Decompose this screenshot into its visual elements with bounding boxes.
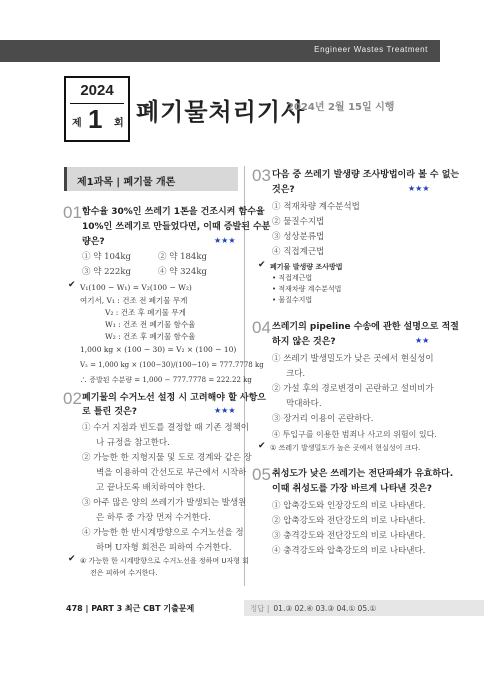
- answer-list: 01.③ 02.④ 03.③ 04.① 05.①: [273, 604, 377, 613]
- solution-line: W₁ : 건조 전 폐기물 함수율: [105, 320, 196, 329]
- option: ③ 충격강도와 전단강도의 비로 나타낸다.: [272, 531, 426, 541]
- series-banner: [0, 40, 440, 62]
- question-text: 하지 않은 것은?: [272, 337, 336, 347]
- solution-line: W₂ : 건조 후 폐기물 함수율: [105, 332, 196, 341]
- option: ② 압축강도와 전단강도의 비로 나타낸다.: [272, 516, 426, 526]
- question-number: 03: [252, 166, 271, 185]
- difficulty-stars: ★★★: [214, 406, 236, 415]
- option: ③ 성상분류법: [272, 232, 325, 242]
- question-text: 다음 중 쓰레기 발생량 조사방법이라 볼 수 없는: [272, 170, 460, 180]
- difficulty-stars: ★★: [415, 336, 430, 345]
- option: 은 하루 중 가장 먼저 수거한다.: [96, 513, 211, 523]
- round-prefix: 제: [72, 118, 82, 129]
- section-title-bar: [64, 167, 238, 191]
- question-number: 01: [63, 203, 82, 222]
- exam-date: 2024년 2월 15일 시행: [287, 102, 395, 113]
- option: 고 끝나도록 배치하여야 한다.: [96, 483, 206, 493]
- page-footer: [66, 603, 194, 614]
- solution-line: • 물질수지법: [272, 296, 313, 304]
- solution-line: V₁(100 − W₁) = V₂(100 − W₂): [80, 283, 192, 292]
- solution-line: 여기서, V₁ : 건조 전 폐기물 무게: [80, 296, 188, 305]
- difficulty-stars: ★★★: [214, 236, 236, 245]
- option: ④ 가능한 한 반시계방향으로 수거노선을 정: [82, 528, 244, 538]
- check-icon: ✔: [68, 554, 76, 564]
- option: ② 가능한 한 지형지물 및 도로 경계와 같은 장: [82, 453, 252, 463]
- question-text: 로 틀린 것은?: [82, 407, 137, 417]
- question-text: 이때 취성도를 가장 바르게 나타낸 것은?: [272, 484, 432, 494]
- answer-label: 정답 |: [250, 604, 270, 613]
- solution-line: ④ 가능한 한 시계방향으로 수거노선을 정하며 U자형 회: [80, 557, 249, 565]
- option: ① 쓰레기 발생밀도가 낮은 곳에서 현실성이: [272, 354, 434, 364]
- solution-line: ① 쓰레기 발생밀도가 높은 곳에서 현실성이 크다.: [270, 444, 421, 452]
- option: ① 적재차량 계수분석법: [272, 202, 360, 212]
- page-number: 478: [66, 604, 83, 613]
- option: ② 가설 후의 경로변경이 곤란하고 설비비가: [272, 384, 434, 394]
- section-title: 제1과목 | 폐기물 개론: [77, 177, 176, 188]
- option: ① 수거 지점과 빈도를 결정할 때 기존 정책이: [82, 423, 250, 433]
- solution-line: • 적재차량 계수분석법: [272, 285, 342, 293]
- option: ④ 약 324kg: [158, 267, 207, 277]
- option: 나 규정을 참고한다.: [96, 438, 170, 448]
- option: ③ 약 222kg: [82, 267, 131, 277]
- option: ③ 장거리 이용이 곤란하다.: [272, 414, 374, 424]
- option: ② 물질수지법: [272, 217, 325, 227]
- question-text: 량은?: [82, 237, 105, 247]
- exam-year: 2024: [80, 82, 114, 99]
- solution-line: • 직접계근법: [272, 274, 313, 282]
- round-number: 1: [88, 104, 103, 134]
- solution-line: 1,000 kg × (100 − 30) = V₂ × (100 − 10): [80, 345, 237, 354]
- check-icon: ✔: [68, 280, 76, 290]
- option: 막대하다.: [286, 399, 322, 409]
- option: 크다.: [286, 369, 306, 379]
- question-number: 05: [252, 465, 271, 484]
- question-text: 쓰레기의 pipeline 수송에 관한 설명으로 적절: [272, 322, 459, 332]
- option: ② 약 184kg: [158, 252, 207, 262]
- option: ① 약 104kg: [82, 252, 131, 262]
- option: 벽을 이용하여 간선도로 부근에서 시작하: [96, 468, 247, 478]
- option: ④ 직접계근법: [272, 247, 325, 257]
- solution-line: ∴ 증발된 수분량 = 1,000 − 777.7778 = 222.22 kg: [80, 376, 252, 384]
- question-text: 폐기물의 수거노선 설정 시 고려해야 할 사항으: [82, 393, 266, 403]
- round-suffix: 회: [114, 118, 124, 129]
- option: 하며 U자형 회전은 피하여 수거한다.: [96, 543, 232, 553]
- question-number: 02: [63, 389, 82, 408]
- answer-key: [244, 600, 484, 616]
- question-text: 함수율 30%인 쓰레기 1톤을 건조시켜 함수율: [82, 207, 265, 217]
- solution-line: 폐기물 발생량 조사방법: [270, 263, 343, 271]
- check-icon: ✔: [258, 260, 266, 270]
- question-text: 취성도가 낮은 쓰레기는 전단파쇄가 유효하다.: [272, 469, 454, 479]
- question-number: 04: [252, 318, 271, 337]
- part-label: | PART 3 최근 CBT 기출문제: [85, 604, 195, 613]
- option: ① 압축강도와 인장강도의 비로 나타낸다.: [272, 501, 426, 511]
- question-text: 것은?: [272, 185, 295, 195]
- exam-round-box: [64, 76, 130, 142]
- solution-line: V₂ : 건조 후 폐기물 무게: [105, 308, 186, 317]
- series-label: Engineer Wastes Treatment: [314, 45, 428, 54]
- exam-title: 폐기물처리기사: [136, 98, 306, 126]
- difficulty-stars: ★★★: [408, 184, 430, 193]
- solution-line: 전은 피하여 수거한다.: [90, 569, 158, 577]
- option: ④ 충격강도와 압축강도의 비로 나타낸다.: [272, 546, 426, 556]
- check-icon: ✔: [258, 441, 266, 451]
- option: ③ 아주 많은 양의 쓰레기가 발생되는 발생원: [82, 498, 247, 508]
- solution-line: V₂ = 1,000 kg × (100−30)/(100−10) = 777.7778 kg: [80, 361, 264, 369]
- question-text: 10%인 쓰레기로 만들었다면, 이때 증발된 수분: [82, 222, 271, 232]
- option: ④ 투입구를 이용한 범죄나 사고의 위험이 있다.: [272, 430, 437, 439]
